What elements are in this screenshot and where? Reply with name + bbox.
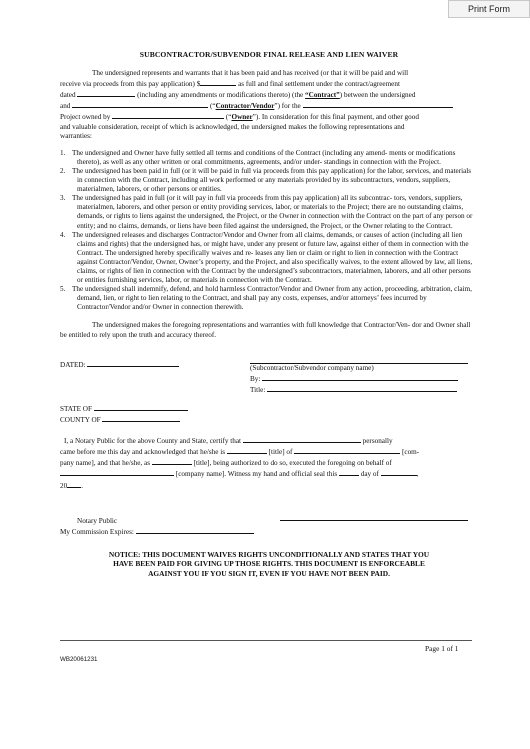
- intro-text: ) between the undersigned: [339, 91, 416, 100]
- title-line: [250, 384, 468, 395]
- intro-text: ”). In consideration for this final payment, and other good: [252, 113, 419, 122]
- notary-text: ,: [416, 470, 419, 479]
- notary-signature-block: [60, 513, 478, 538]
- state-label: STATE OF: [60, 404, 92, 413]
- company-name-field[interactable]: [250, 353, 468, 364]
- signer-company-field[interactable]: [294, 446, 400, 454]
- commission-label: My Commission Expires:: [60, 527, 134, 536]
- commission-expires-field[interactable]: [136, 526, 254, 534]
- intro-line-2: [60, 78, 478, 89]
- notary-text: personally: [362, 436, 393, 445]
- notary-text: [com-: [402, 448, 420, 457]
- item-text: The undersigned releases and discharges Contractor/Vendor and Owner from all claims, demands, or causes of action (including all lien claims and rights) that the undersigned has, or might have, under any present or future law, against either of them in connection with the Contract. The undersigned hereby specifically waives and re- leases any lien or claim or right to lien in connection with the Contract against Contractor/Vendor, Owner, Owner’s property, and the Project, and also specifically waives, to the extent allowed by law, all liens, claims, or rights of lien in connection with the Contract by the undersigned’s subcontractors, materialmen, laborers, and all other persons or entities furnishing services, labor, or materials in connection with the Contract.: [72, 230, 473, 285]
- owner-term: Owner: [231, 113, 253, 122]
- intro-text: as full and final settlement under the contract/agreement: [238, 80, 400, 89]
- item-number: 3.: [60, 194, 66, 203]
- by-field[interactable]: [262, 373, 458, 381]
- intro-text: dated: [60, 91, 76, 100]
- intro-text: and: [60, 102, 71, 111]
- project-field[interactable]: [303, 100, 453, 108]
- warranty-item: [60, 149, 478, 167]
- notary-public-label: Notary Public: [77, 516, 118, 525]
- intro-line-7: warranties:: [60, 131, 92, 140]
- signer-name-field[interactable]: [243, 435, 361, 443]
- owner-field[interactable]: [112, 111, 224, 119]
- notary-line-2: [60, 446, 478, 457]
- by-line: [250, 373, 468, 384]
- commission-line: [60, 526, 254, 537]
- page-number: Page 1 of 1: [425, 644, 459, 653]
- notice-line: AGAINST YOU IF YOU SIGN IT, EVEN IF YOU HAVE NOT BEEN PAID.: [148, 568, 390, 578]
- notary-text: [title] of: [268, 448, 293, 457]
- notary-signature-field[interactable]: [280, 513, 468, 521]
- warranty-item: [60, 194, 478, 230]
- intro-line-4: [60, 100, 478, 111]
- notary-text: [title], being authorized to do so, executed the foregoing on behalf of: [193, 459, 392, 468]
- closing-paragraph: The undersigned makes the foregoing representations and warranties with full knowledge that Contractor/Ven- dor and Owner shall be entitled to rely upon the truth and accuracy thereof.: [60, 321, 471, 339]
- waiver-notice: [60, 550, 478, 579]
- state-field[interactable]: [94, 403, 188, 411]
- intro-paragraph: [60, 69, 478, 141]
- intro-text: (“: [225, 113, 232, 122]
- seal-year-field[interactable]: [67, 480, 81, 488]
- print-form-button[interactable]: Print Form: [448, 0, 530, 18]
- item-text: The undersigned has paid in full (or it will pay in full via proceeds from this pay application) all its subcontrac- tors, vendors, suppliers, materialmen, laborers, and other person or entity providing services, labor, or materials to the Project; there are no outstanding claims, demands, or rights to liens against the undersigned, the Project, or the Owner in connection with the Contract on the part of any person or entity; and no claims, demands, or liens have been filed against the undersigned, the Project, or the Owner relating to the Contract.: [72, 194, 473, 230]
- notary-text: [company name]. Witness my hand and official seal this: [175, 470, 338, 479]
- company-name-caption: (Subcontractor/Subvendor company name): [250, 363, 374, 372]
- warranty-item: [60, 285, 478, 312]
- county-label: COUNTY OF: [60, 415, 101, 424]
- warranties-list: [60, 149, 478, 313]
- item-text: The undersigned and Owner have fully settled all terms and conditions of the Contract (including any amend- ments or modifications thereto), as well as any other written or oral commitments, agreements, and/or under- standings in connection with the Project.: [72, 148, 456, 166]
- document-title: SUBCONTRACTOR/SUBVENDOR FINAL RELEASE AND LIEN WAIVER: [139, 50, 399, 59]
- notary-line-4: [60, 468, 478, 479]
- footer-divider: [60, 640, 472, 641]
- signer-title-field[interactable]: [227, 446, 267, 454]
- intro-text: (including any amendments or modifications thereto) (the: [137, 91, 304, 100]
- contract-date-field[interactable]: [77, 89, 135, 97]
- intro-text: ”) for the: [274, 102, 301, 111]
- item-number: 1.: [60, 148, 66, 157]
- intro-line-1: The undersigned represents and warrants that it has been paid and has received (or that it will be paid and will: [92, 69, 409, 78]
- dated-line: [60, 359, 179, 370]
- intro-line-5: [60, 111, 478, 122]
- intro-text: Project owned by: [60, 113, 111, 122]
- notary-line-1: [60, 435, 478, 446]
- intro-line-6: and valuable consideration, receipt of which is acknowledged, the undersigned makes the following representations and: [60, 122, 405, 131]
- county-field[interactable]: [102, 414, 180, 422]
- contractor-vendor-field[interactable]: [72, 100, 208, 108]
- seal-day-field[interactable]: [339, 468, 359, 476]
- warranty-item: [60, 167, 478, 194]
- by-label: By:: [250, 374, 261, 383]
- notary-acknowledgment: [60, 435, 478, 491]
- item-text: The undersigned shall indemnify, defend, and hold harmless Contractor/Vendor and Owner from any action, proceeding, arbitration, claim, demand, lien, or right to lien relating to the Contract, and shall pay any costs, expenses, and/or attorneys’ fees incurred by Contractor/Vendor and/or Owner in connection therewith.: [72, 285, 472, 312]
- amount-field[interactable]: [200, 78, 236, 86]
- item-number: 2.: [60, 166, 66, 175]
- item-number: 5.: [60, 285, 66, 294]
- intro-text: (“: [209, 102, 216, 111]
- notary-text: came before me this day and acknowledged that he/she is: [60, 448, 226, 457]
- intro-line-3: [60, 89, 478, 100]
- signature-block: [60, 353, 478, 395]
- intro-text: receive via proceeds from this pay application) $: [60, 80, 201, 89]
- notary-text: day of: [360, 470, 379, 479]
- notary-line-5: [60, 480, 478, 491]
- state-line: [60, 403, 478, 414]
- form-id: WB20061231: [60, 656, 98, 663]
- venue-block: [60, 403, 478, 425]
- notary-text: .: [81, 481, 83, 490]
- behalf-company-field[interactable]: [60, 468, 174, 476]
- dated-field[interactable]: [87, 359, 179, 367]
- notice-line: HAVE BEEN PAID FOR GIVING UP THOSE RIGHTS. THIS DOCUMENT IS ENFORCEABLE: [113, 559, 425, 569]
- item-text: The undersigned has been paid in full (or it will be paid in full via proceeds from this pay application) for the labor, services, and materials in connection with the Contract, including all work performed or any materials provided by its subcontractors, vendors, suppliers, materialmen, laborers, or other persons or entities.: [72, 166, 472, 194]
- notary-line-3: [60, 457, 478, 468]
- item-number: 4.: [60, 230, 66, 239]
- notice-line: NOTICE: THIS DOCUMENT WAIVES RIGHTS UNCONDITIONALLY AND STATES THAT YOU: [108, 549, 430, 559]
- company-signature: [250, 353, 468, 395]
- county-line: [60, 414, 478, 425]
- title-field[interactable]: [267, 384, 457, 392]
- notary-text: I, a Notary Public for the above County and State, certify that: [64, 436, 242, 445]
- notary-text: 20: [60, 481, 68, 490]
- contractor-vendor-term: Contractor/Vendor: [215, 102, 275, 111]
- dated-label: DATED:: [60, 360, 86, 369]
- seal-month-field[interactable]: [381, 468, 419, 479]
- authorized-title-field[interactable]: [152, 457, 192, 465]
- title-label: Title:: [250, 385, 266, 394]
- warranty-item: [60, 231, 478, 286]
- document-page: [60, 50, 478, 578]
- contract-term: “Contract”: [305, 91, 340, 100]
- notary-text: pany name], and that he/she, as: [60, 459, 151, 468]
